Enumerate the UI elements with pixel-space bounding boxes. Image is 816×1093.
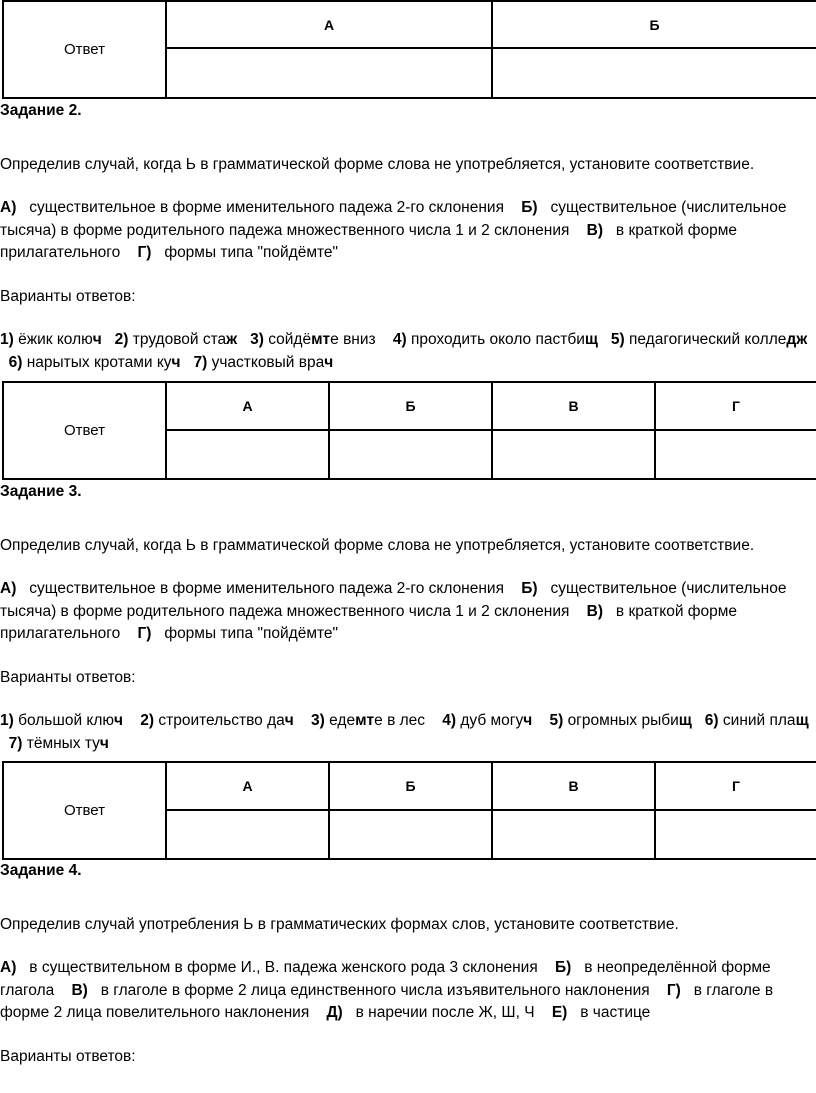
criteria-letter: В): [586, 221, 603, 239]
criteria-text: в глаголе в форме 2 лица единственного числа изъявительного наклонения: [100, 981, 650, 999]
criteria-letter: Б): [521, 199, 538, 216]
option: 5) огромных рыбищ: [549, 712, 692, 729]
answer-label: Ответ: [3, 1, 166, 98]
criteria-text: в частице: [580, 1004, 651, 1021]
answer-cell-a[interactable]: [166, 48, 492, 98]
answer-cell-b[interactable]: [329, 430, 492, 479]
answer-options: [0, 710, 810, 755]
criteria-letter: Г): [137, 625, 152, 642]
option: 6) синий плащ: [704, 712, 809, 729]
criteria-letter: Е): [551, 1004, 568, 1021]
answer-cell-a[interactable]: [166, 810, 329, 859]
task-criteria: [0, 578, 810, 646]
criteria-letter: В): [586, 602, 603, 620]
criteria-text: существительное в форме именительного падежа 2-го склонения: [29, 580, 504, 597]
answer-cell-a[interactable]: [166, 430, 329, 479]
criteria-text: в краткой форме прилагательного: [0, 221, 738, 261]
answer-cell-b[interactable]: [492, 48, 816, 98]
task-instruction: Определив случай, когда Ь в грамматической форме слова не употребляется, установите соответствие.: [0, 155, 755, 173]
criteria-letter: А): [0, 959, 17, 976]
task-title: Задание 4.: [0, 862, 82, 879]
answer-label: Ответ: [3, 382, 166, 479]
answer-table-1: [2, 0, 816, 99]
option: 1) большой ключ: [0, 712, 124, 729]
answer-label: Ответ: [3, 762, 166, 859]
criteria-text: в существительном в форме И., В. падежа женского рода 3 склонения: [29, 959, 538, 976]
column-header-b: Б: [329, 762, 492, 810]
criteria-letter: А): [0, 199, 17, 216]
task-title: Задание 3.: [0, 483, 82, 500]
variants-label: Варианты ответов:: [0, 668, 136, 686]
criteria-letter: В): [71, 981, 88, 999]
criteria-text: в краткой форме прилагательного: [0, 602, 738, 642]
answer-cell-v[interactable]: [492, 430, 655, 479]
option: 4) проходить около пастбищ: [392, 331, 598, 348]
option: 2) строительство дач: [140, 712, 294, 729]
column-header-b: Б: [492, 1, 816, 48]
task-3: [0, 481, 810, 755]
option: 7) тёмных туч: [8, 734, 109, 752]
answer-options: [0, 329, 810, 374]
option: 3) сойдёмте вниз: [250, 331, 376, 348]
criteria-text: в глаголе в форме 2 лица повелительного наклонения: [0, 981, 774, 1021]
criteria-text: формы типа "пойдёмте": [164, 625, 339, 642]
answer-cell-g[interactable]: [655, 430, 816, 479]
option: 4) дуб могуч: [442, 712, 533, 729]
criteria-letter: Г): [666, 981, 681, 999]
criteria-text: в неопределённой форме глагола: [0, 959, 771, 999]
option: 6) нарытых кротами куч: [8, 353, 181, 371]
task-4: [0, 860, 810, 1068]
option: 2) трудовой стаж: [114, 331, 238, 348]
task-criteria: [0, 197, 810, 265]
option: 5) педагогический колледж: [610, 331, 808, 348]
criteria-text: существительное (числительное тысяча) в форме родительного падежа множественного числа 1 и 2 склонения: [0, 199, 787, 239]
option: 7) участковый врач: [193, 353, 334, 371]
column-header-g: Г: [655, 382, 816, 430]
task-2: [0, 100, 810, 374]
answer-cell-b[interactable]: [329, 810, 492, 859]
criteria-text: существительное в форме именительного падежа 2-го склонения: [29, 199, 504, 216]
answer-cell-g[interactable]: [655, 810, 816, 859]
criteria-text: формы типа "пойдёмте": [164, 244, 339, 261]
column-header-b: Б: [329, 382, 492, 430]
task-title: Задание 2.: [0, 102, 82, 119]
task-criteria: [0, 957, 810, 1025]
criteria-text: в наречии после Ж, Ш, Ч: [355, 1004, 535, 1021]
column-header-a: А: [166, 762, 329, 810]
column-header-a: А: [166, 382, 329, 430]
column-header-g: Г: [655, 762, 816, 810]
criteria-text: существительное (числительное тысяча) в форме родительного падежа множественного числа 1 и 2 склонения: [0, 580, 787, 620]
column-header-v: В: [492, 762, 655, 810]
option: 3) едемте в лес: [311, 712, 426, 729]
option: 1) ёжик колюч: [0, 331, 102, 348]
criteria-letter: Д): [326, 1004, 343, 1021]
variants-label: Варианты ответов:: [0, 287, 136, 305]
answer-table-2: [2, 381, 816, 480]
task-instruction: Определив случай, когда Ь в грамматической форме слова не употребляется, установите соответствие.: [0, 536, 755, 554]
task-instruction: Определив случай употребления Ь в грамматических формах слов, установите соответствие.: [0, 915, 679, 933]
criteria-letter: Г): [137, 244, 152, 261]
column-header-v: В: [492, 382, 655, 430]
variants-label: Варианты ответов:: [0, 1047, 136, 1065]
criteria-letter: Б): [521, 580, 538, 597]
answer-cell-v[interactable]: [492, 810, 655, 859]
column-header-a: А: [166, 1, 492, 48]
criteria-letter: А): [0, 580, 17, 597]
criteria-letter: Б): [554, 959, 572, 976]
answer-table-3: [2, 761, 816, 860]
